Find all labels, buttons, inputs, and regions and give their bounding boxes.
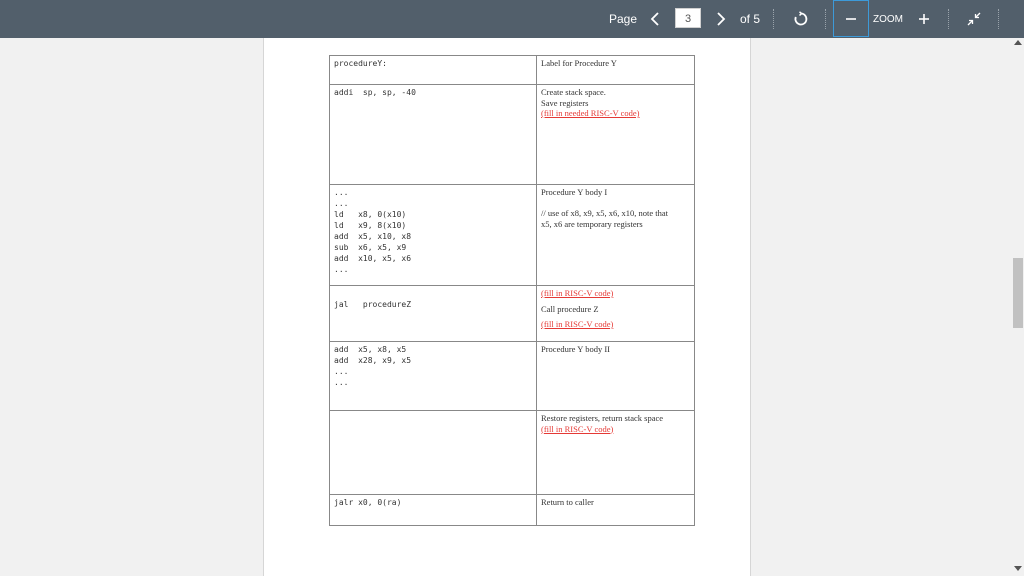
code-line: addi sp, sp, -40	[334, 88, 416, 97]
code-line: ld x8, 0(x10)	[334, 210, 407, 219]
table-row	[330, 495, 695, 526]
note-line: Procedure Y body II	[541, 344, 611, 354]
code-table	[329, 55, 695, 526]
note-line: Call procedure Z	[541, 303, 599, 314]
rotate-button[interactable]	[790, 0, 812, 38]
notes-cell	[537, 85, 695, 185]
page-label: Page	[608, 12, 638, 26]
code-line: add x5, x8, x5	[334, 345, 407, 354]
zoom-label: ZOOM	[873, 13, 903, 25]
chevron-left-icon	[650, 12, 660, 26]
code-line: add x10, x5, x6	[334, 254, 412, 263]
table-row	[330, 342, 695, 411]
code-line: jalr x0, 0(ra)	[334, 498, 402, 507]
note-line-red: (fill in RISC-V code)	[541, 423, 614, 434]
code-line: ...	[334, 378, 349, 387]
notes-cell	[537, 56, 695, 85]
toolbar-divider	[948, 9, 949, 29]
table-row	[330, 85, 695, 185]
code-cell	[330, 411, 537, 495]
notes-cell	[537, 286, 695, 342]
notes-cell	[537, 495, 695, 526]
zoom-out-button[interactable]	[833, 0, 869, 37]
code-cell	[330, 185, 537, 286]
note-line: // use of x8, x9, x5, x6, x10, note that	[541, 208, 669, 218]
code-line: ...	[334, 199, 349, 208]
notes-cell	[537, 411, 695, 495]
pdf-page	[263, 38, 751, 576]
scroll-down-arrow-icon[interactable]	[1014, 566, 1022, 571]
pdf-toolbar	[0, 0, 1024, 38]
document-viewer[interactable]	[0, 38, 1024, 576]
rotate-icon	[793, 11, 809, 27]
prev-page-button[interactable]	[645, 0, 665, 38]
plus-icon	[918, 13, 930, 25]
toolbar-divider	[773, 9, 774, 29]
scroll-up-arrow-icon[interactable]	[1014, 40, 1022, 45]
chevron-right-icon	[716, 12, 726, 26]
code-line: ...	[334, 367, 349, 376]
table-row	[330, 185, 695, 286]
code-line	[334, 288, 532, 299]
note-line: Return to caller	[541, 497, 594, 507]
note-spacer	[541, 198, 690, 209]
toolbar-divider	[998, 9, 999, 29]
code-line: add x28, x9, x5	[334, 356, 412, 365]
note-line: x5, x6 are temporary registers	[541, 218, 643, 229]
zoom-in-button[interactable]	[914, 0, 934, 38]
code-cell	[330, 342, 537, 411]
notes-cell	[537, 185, 695, 286]
code-cell	[330, 85, 537, 185]
code-cell	[330, 56, 537, 85]
note-line-red: (fill in RISC-V code)	[541, 288, 614, 298]
code-line: ...	[334, 265, 349, 274]
page-number-input[interactable]: 3	[675, 8, 701, 28]
toolbar-divider	[825, 9, 826, 29]
notes-cell	[537, 342, 695, 411]
code-line: ...	[334, 188, 349, 197]
next-page-button[interactable]	[711, 0, 731, 38]
page-count: of 5	[739, 12, 760, 26]
code-line: ld x9, 8(x10)	[334, 221, 407, 230]
table-row	[330, 56, 695, 85]
note-line: Create stack space.	[541, 87, 606, 97]
collapse-icon	[967, 12, 981, 26]
note-line: Label for Procedure Y	[541, 58, 617, 68]
table-row	[330, 286, 695, 342]
code-line: add x5, x10, x8	[334, 232, 412, 241]
table-row	[330, 411, 695, 495]
exit-fullscreen-button[interactable]	[963, 0, 985, 38]
note-line: Procedure Y body I	[541, 187, 608, 197]
code-line: jal procedureZ	[334, 300, 412, 309]
note-line-red: (fill in needed RISC-V code)	[541, 108, 640, 118]
note-line-red: (fill in RISC-V code)	[541, 319, 614, 329]
scroll-thumb[interactable]	[1013, 258, 1023, 328]
vertical-scrollbar[interactable]	[1012, 38, 1024, 576]
note-line: Save registers	[541, 97, 589, 108]
code-line: procedureY:	[334, 59, 387, 68]
code-line: sub x6, x5, x9	[334, 243, 407, 252]
minus-icon	[845, 13, 857, 25]
code-cell	[330, 286, 537, 342]
code-cell	[330, 495, 537, 526]
note-line: Restore registers, return stack space	[541, 413, 664, 423]
